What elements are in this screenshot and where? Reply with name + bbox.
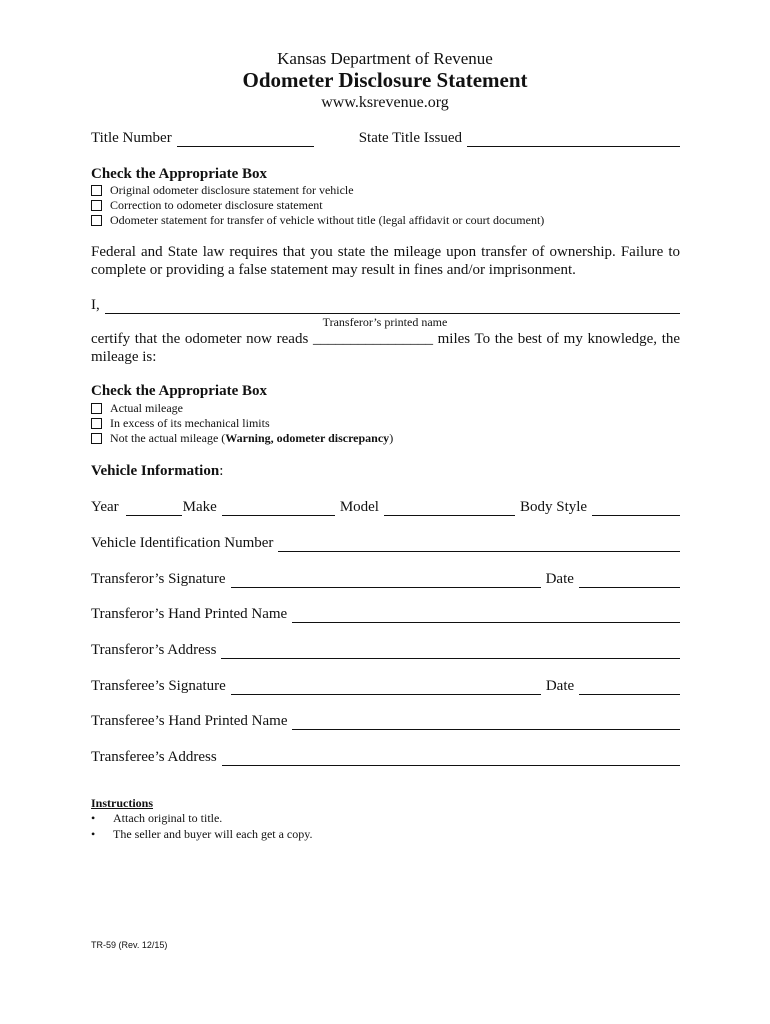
state-title-field[interactable] bbox=[467, 132, 680, 147]
transferor-printed-label: Transferor’s Hand Printed Name bbox=[91, 606, 288, 622]
check-option-label: In excess of its mechanical limits bbox=[110, 416, 270, 430]
transferee-date-field[interactable] bbox=[579, 680, 680, 695]
checkbox[interactable] bbox=[91, 200, 102, 211]
transferee-printed-field[interactable] bbox=[292, 715, 680, 730]
state-title-label: State Title Issued bbox=[358, 130, 463, 146]
transferor-printed-field[interactable] bbox=[292, 608, 680, 623]
check-box-heading-1: Check the Appropriate Box bbox=[91, 166, 267, 182]
transferor-address-label: Transferor’s Address bbox=[91, 642, 217, 658]
transferee-printed-label: Transferee’s Hand Printed Name bbox=[91, 713, 288, 729]
check-option-original[interactable] bbox=[91, 183, 354, 197]
check-option-label: Actual mileage bbox=[110, 401, 183, 415]
title-number-field[interactable] bbox=[177, 132, 314, 147]
transferee-address-field[interactable] bbox=[222, 751, 680, 766]
transferor-printed-name-field[interactable] bbox=[105, 299, 680, 314]
instructions-heading: Instructions bbox=[91, 796, 154, 810]
transferor-name-row bbox=[91, 297, 680, 314]
title-number-label: Title Number bbox=[91, 130, 172, 146]
body-style-label: Body Style bbox=[519, 499, 588, 515]
check-option-label: Not the actual mileage (Warning, odometer discrepancy) bbox=[110, 431, 394, 445]
checkbox[interactable] bbox=[91, 185, 102, 196]
warning-text: Warning, odometer discrepancy bbox=[225, 431, 390, 445]
make-label: Make bbox=[182, 499, 217, 515]
certify-text-before: certify that the odometer now reads bbox=[91, 331, 309, 347]
checkbox[interactable] bbox=[91, 215, 102, 226]
check-option-correction[interactable] bbox=[91, 198, 323, 212]
bullet-icon: • bbox=[91, 827, 96, 841]
transferee-signature-field[interactable] bbox=[231, 680, 541, 695]
list-item: • The seller and buyer will each get a copy. bbox=[91, 827, 313, 841]
certify-paragraph bbox=[91, 330, 680, 366]
printed-name-caption: Transferor’s printed name bbox=[322, 315, 448, 329]
certify-text-after: miles To the best of my knowledge, the mileage is: bbox=[91, 331, 681, 365]
model-field[interactable] bbox=[384, 501, 515, 516]
transferee-printed-row bbox=[91, 713, 680, 730]
date-label: Date bbox=[545, 571, 574, 587]
list-item: • Attach original to title. bbox=[91, 811, 223, 825]
website-url[interactable]: www.ksrevenue.org bbox=[321, 94, 449, 111]
vehicle-info-heading: Vehicle Information: bbox=[91, 463, 224, 479]
check-box-heading-2: Check the Appropriate Box bbox=[91, 383, 267, 399]
checkbox[interactable] bbox=[91, 403, 102, 414]
make-field[interactable] bbox=[222, 501, 335, 516]
vin-label: Vehicle Identification Number bbox=[91, 535, 274, 551]
model-label: Model bbox=[339, 499, 379, 515]
transferor-date-field[interactable] bbox=[579, 573, 680, 588]
transferor-signature-field[interactable] bbox=[231, 573, 541, 588]
transferor-signature-row bbox=[91, 571, 680, 588]
i-label: I, bbox=[91, 297, 100, 313]
transferee-address-label: Transferee’s Address bbox=[91, 749, 217, 765]
check-option-excess-limits[interactable] bbox=[91, 416, 270, 430]
checkbox[interactable] bbox=[91, 433, 102, 444]
body-style-field[interactable] bbox=[592, 501, 680, 516]
vin-field[interactable] bbox=[278, 537, 680, 552]
check-option-label: Correction to odometer disclosure statement bbox=[110, 198, 323, 212]
check-option-label: Original odometer disclosure statement for vehicle bbox=[110, 183, 354, 197]
date-label: Date bbox=[545, 678, 575, 694]
transferee-signature-label: Transferee’s Signature bbox=[91, 678, 226, 694]
transferor-address-field[interactable] bbox=[221, 644, 680, 659]
year-field[interactable] bbox=[126, 501, 182, 516]
checkbox[interactable] bbox=[91, 418, 102, 429]
transferee-address-row bbox=[91, 749, 680, 766]
check-option-actual-mileage[interactable] bbox=[91, 401, 183, 415]
form-number: TR-59 (Rev. 12/15) bbox=[91, 940, 168, 950]
check-option-not-actual[interactable] bbox=[91, 431, 393, 445]
check-option-without-title[interactable] bbox=[91, 213, 544, 227]
transferor-signature-label: Transferor’s Signature bbox=[91, 571, 226, 587]
odometer-reading-field[interactable]: ________________ bbox=[312, 331, 433, 347]
law-paragraph: Federal and State law requires that you state the mileage upon transfer of ownership. Failure to complete or providing a false statement may result in fines and/or imprisonment. bbox=[91, 244, 680, 278]
department-name: Kansas Department of Revenue bbox=[277, 49, 493, 68]
title-row bbox=[91, 130, 680, 147]
vin-row bbox=[91, 535, 680, 552]
transferor-address-row bbox=[91, 642, 680, 659]
transferee-signature-row bbox=[91, 678, 680, 695]
bullet-icon: • bbox=[91, 811, 96, 825]
check-option-label: Odometer statement for transfer of vehicle without title (legal affidavit or court document) bbox=[110, 213, 545, 227]
vehicle-row bbox=[91, 499, 680, 516]
form-title: Odometer Disclosure Statement bbox=[242, 68, 528, 92]
transferor-printed-row bbox=[91, 606, 680, 623]
year-label: Year bbox=[91, 499, 119, 515]
